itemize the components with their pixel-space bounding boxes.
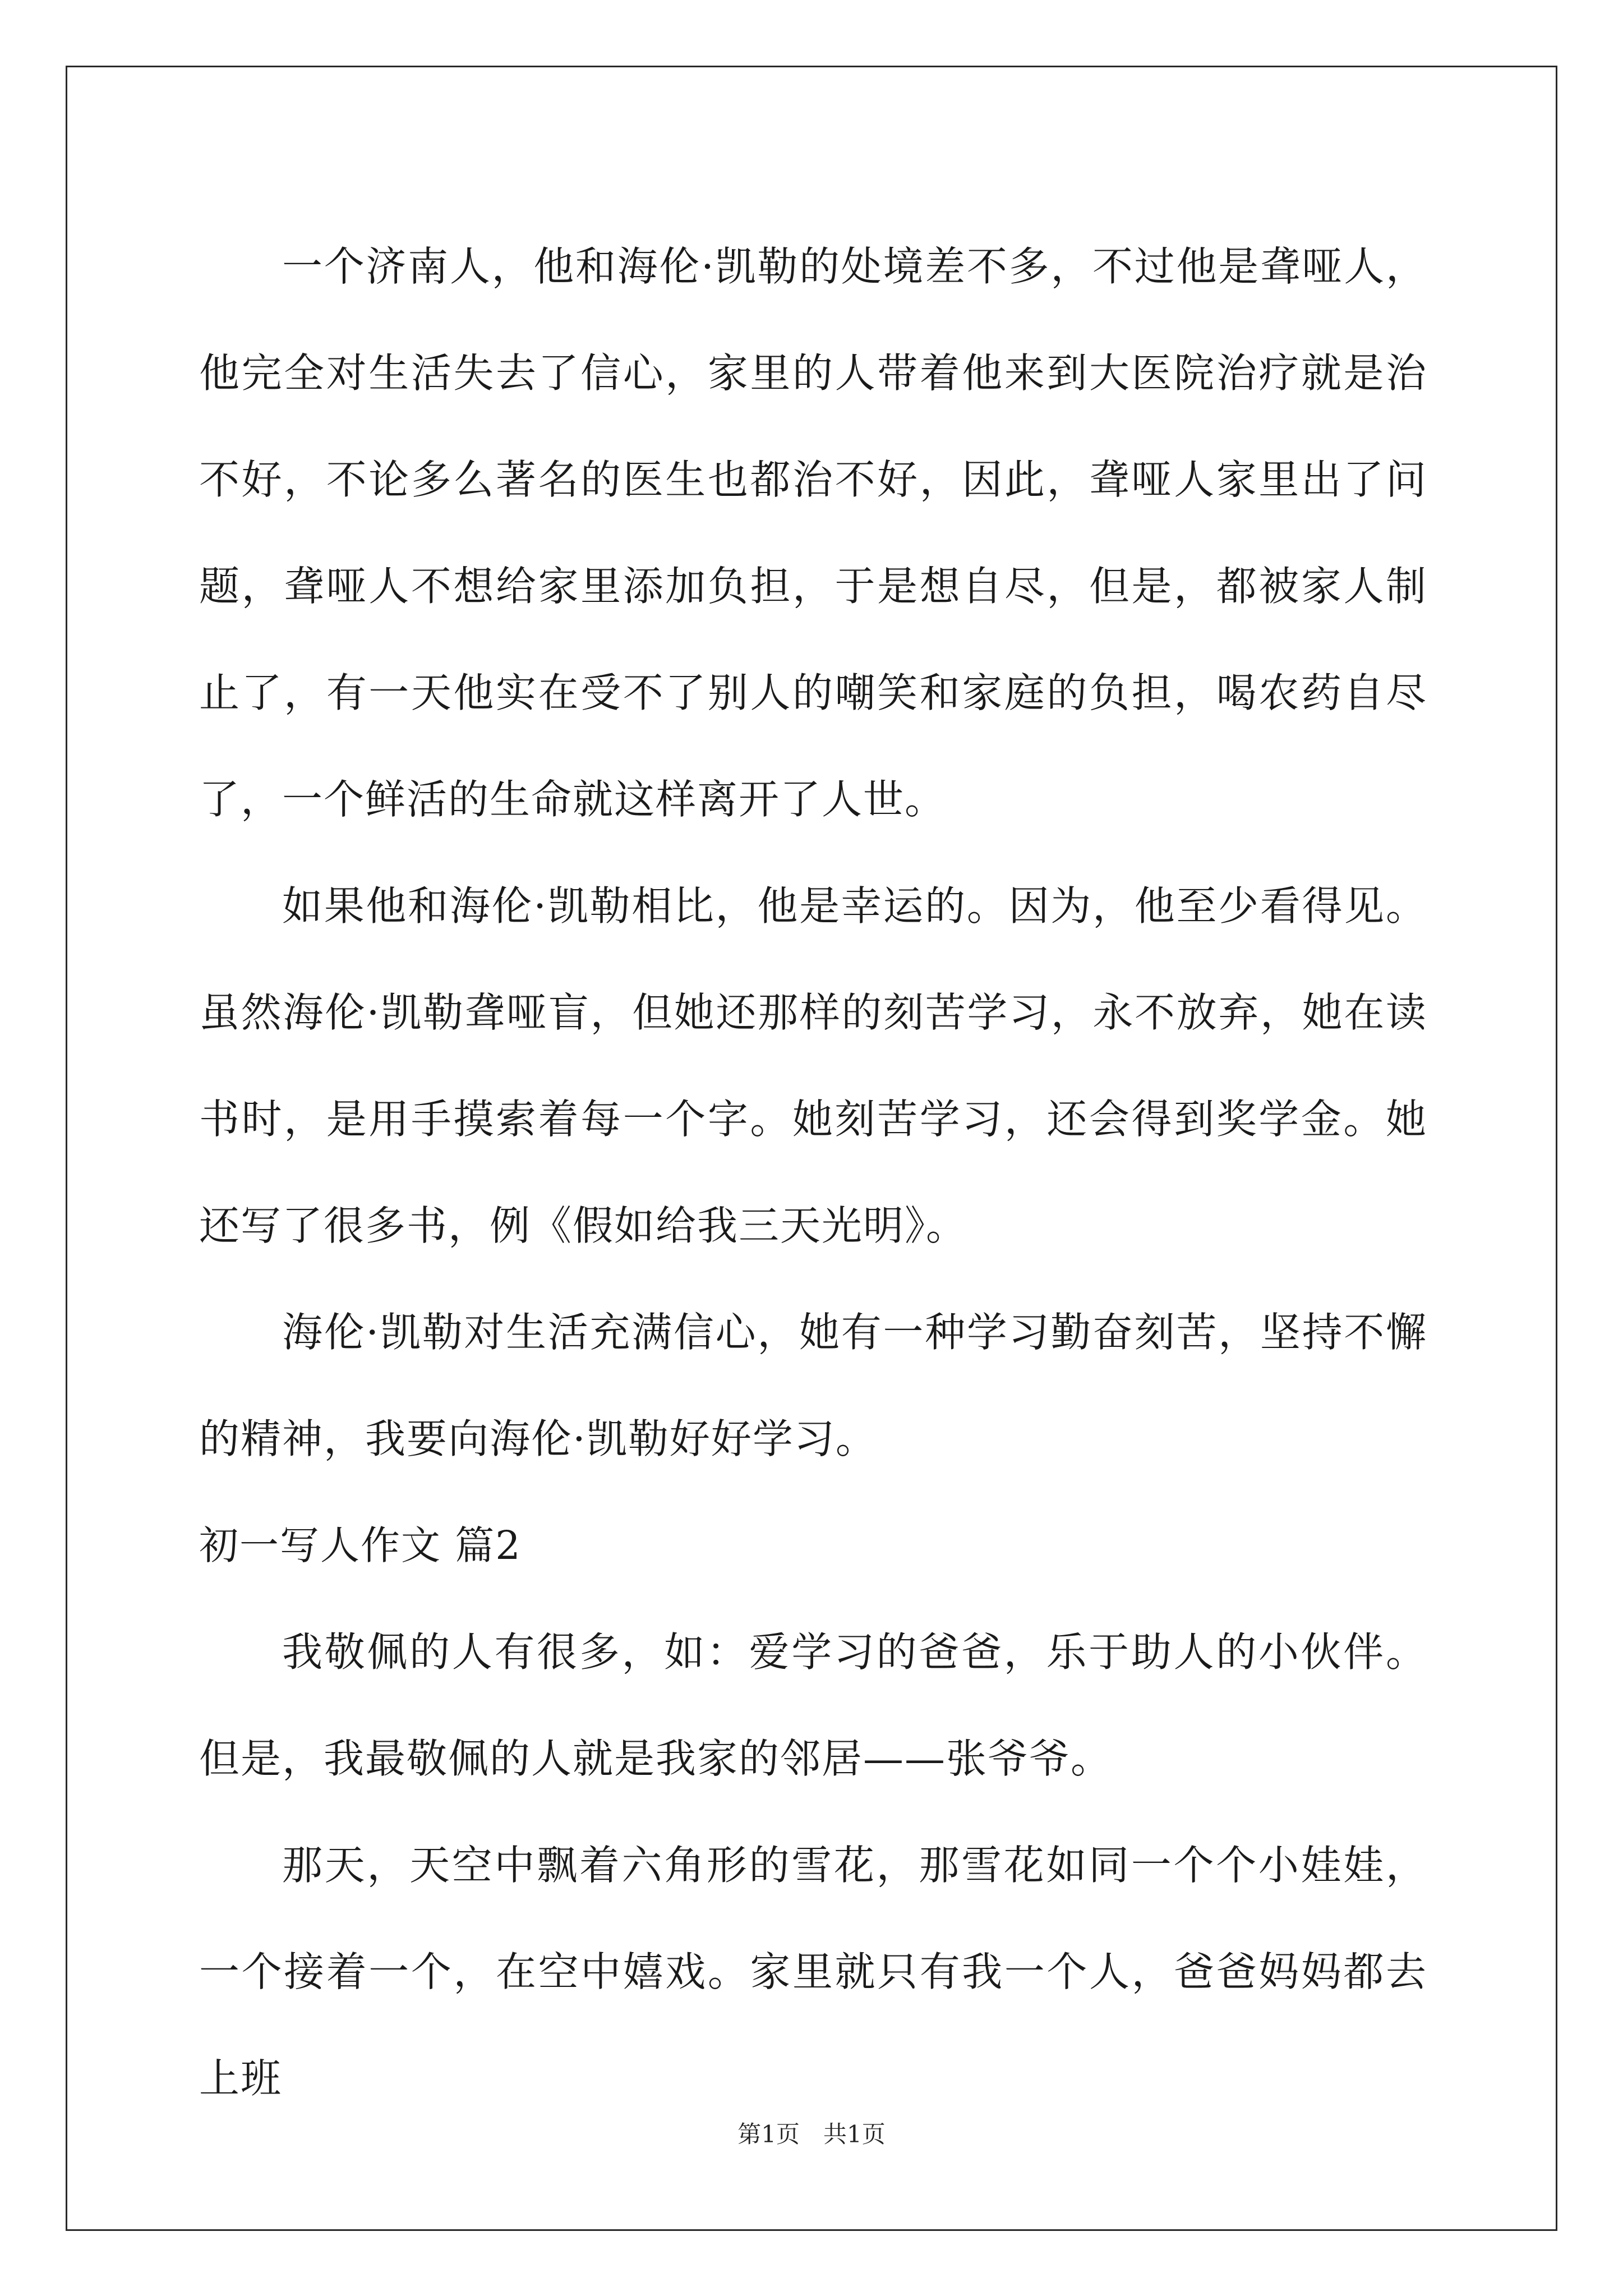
paragraph-5: 那天，天空中飘着六角形的雪花，那雪花如同一个个小娃娃，一个接着一个，在空中嬉戏。家里就只有我一个人，爸爸妈妈都去上班 bbox=[199, 1842, 1427, 2102]
paragraph-1: 一个济南人，他和海伦·凯勒的处境差不多，不过他是聋哑人，他完全对生活失去了信心，家里的人带着他来到大医院治疗就是治不好，不论多么著名的医生也都治不好，因此，聋哑人家里出了问题，聋哑人不想给家里添加负担，于是想自尽，但是，都被家人制止了，有一天他实在受不了别人的嘲笑和家庭的负担，喝农药自尽了，一个鲜活的生命就这样离开了人世。 bbox=[199, 243, 1427, 823]
document-body bbox=[199, 213, 1427, 2132]
paragraph-3: 海伦·凯勒对生活充满信心，她有一种学习勤奋刻苦，坚持不懈的精神，我要向海伦·凯勒好好学习。 bbox=[199, 1309, 1427, 1462]
paragraph-4: 我敬佩的人有很多，如：爱学习的爸爸，乐于助人的小伙伴。但是，我最敬佩的人就是我家的邻居——张爷爷。 bbox=[199, 1628, 1427, 1782]
section-heading: 初一写人作文 篇2 bbox=[199, 1522, 522, 1568]
page-footer: 第1页 共1页 bbox=[737, 2120, 886, 2148]
paragraph-2: 如果他和海伦·凯勒相比，他是幸运的。因为，他至少看得见。虽然海伦·凯勒聋哑盲，但她还那样的刻苦学习，永不放弃，她在读书时，是用手摸索着每一个字。她刻苦学习，还会得到奖学金。她还写了很多书，例《假如给我三天光明》。 bbox=[199, 882, 1427, 1249]
